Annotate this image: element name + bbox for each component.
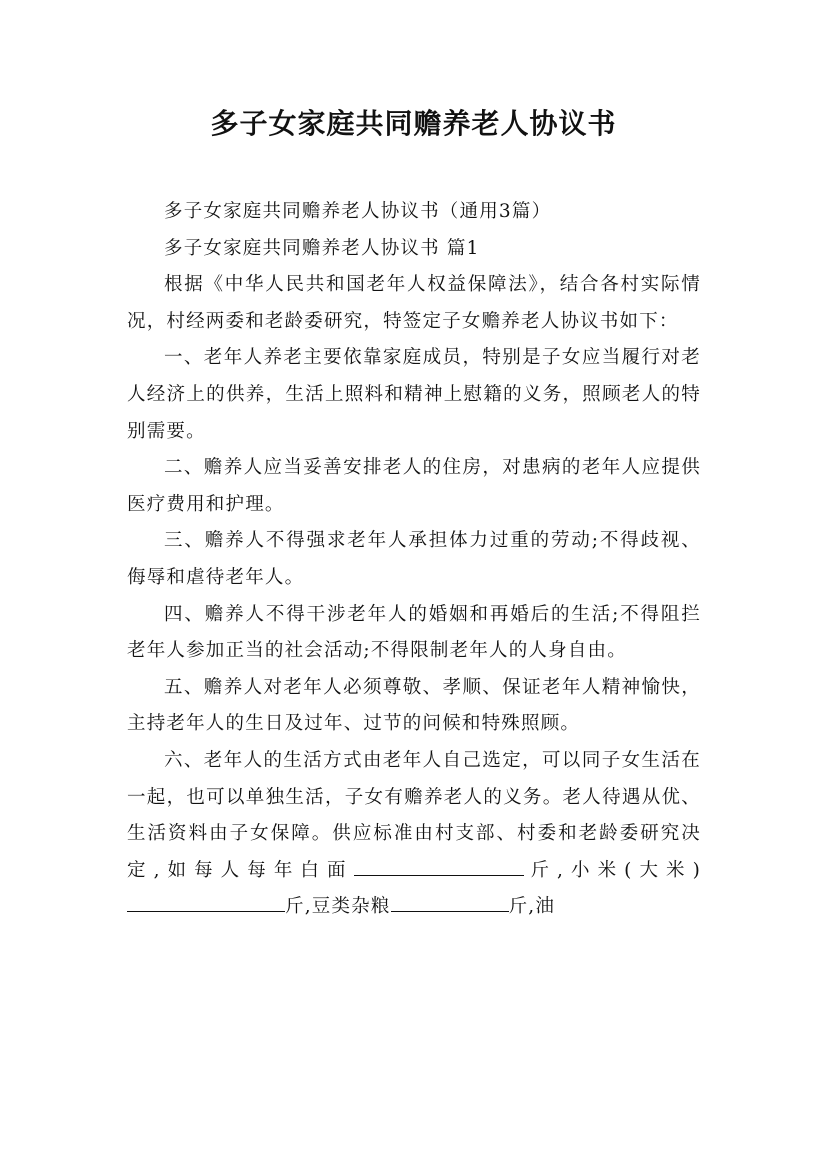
flour-unit: 斤, bbox=[523, 859, 565, 881]
beans-amount-blank bbox=[391, 895, 509, 912]
section-heading: 多子女家庭共同赡养老人协议书 篇1 bbox=[164, 237, 480, 259]
clause-5-paragraph: 五、赡养人对老年人必须尊敬、孝顺、保证老年人精神愉快，主持老年人的生日及过年、过节的问候和特殊照顾。 bbox=[127, 676, 701, 735]
millet-label: 小米(大米) bbox=[564, 859, 702, 881]
document-body bbox=[127, 194, 701, 926]
clause-3-paragraph: 三、赡养人不得强求老年人承担体力过重的劳动;不得歧视、侮辱和虐待老年人。 bbox=[127, 530, 701, 588]
clause-1-paragraph: 一、老年人养老主要依靠家庭成员，特别是子女应当履行对老人经济上的供养，生活上照料和精神上慰籍的义务，照顾老人的特别需要。 bbox=[127, 347, 701, 442]
clause-6-text: 六、老年人的生活方式由老年人自己选定，可以同子女生活在一起，也可以单独生活，子女有赡养老人的义务。老人待遇从优、生活资料由子女保障。供应标准由村支部、村委和老龄委研究决定,如每人每年白面 bbox=[127, 749, 701, 881]
clause-2-paragraph: 二、赡养人应当妥善安排老人的住房，对患病的老年人应提供医疗费用和护理。 bbox=[127, 457, 701, 515]
flour-amount-blank bbox=[354, 859, 524, 876]
beans-unit-oil-label: 斤,油 bbox=[508, 896, 556, 918]
document-title: 多子女家庭共同赡养老人协议书 bbox=[210, 107, 617, 140]
millet-unit-beans-label: 斤,豆类杂粮 bbox=[285, 896, 391, 918]
subtitle-line: 多子女家庭共同赡养老人协议书（通用3篇） bbox=[164, 201, 552, 222]
clause-6-paragraph bbox=[127, 743, 701, 926]
intro-paragraph: 根据《中华人民共和国老年人权益保障法》，结合各村实际情况，村经两委和老龄委研究，特签定子女赡养老人协议书如下： bbox=[127, 274, 701, 332]
millet-amount-blank bbox=[127, 895, 285, 912]
clause-4-paragraph: 四、赡养人不得干涉老年人的婚姻和再婚后的生活;不得阻拦老年人参加正当的社会活动;不得限制老年人的人身自由。 bbox=[127, 603, 701, 662]
